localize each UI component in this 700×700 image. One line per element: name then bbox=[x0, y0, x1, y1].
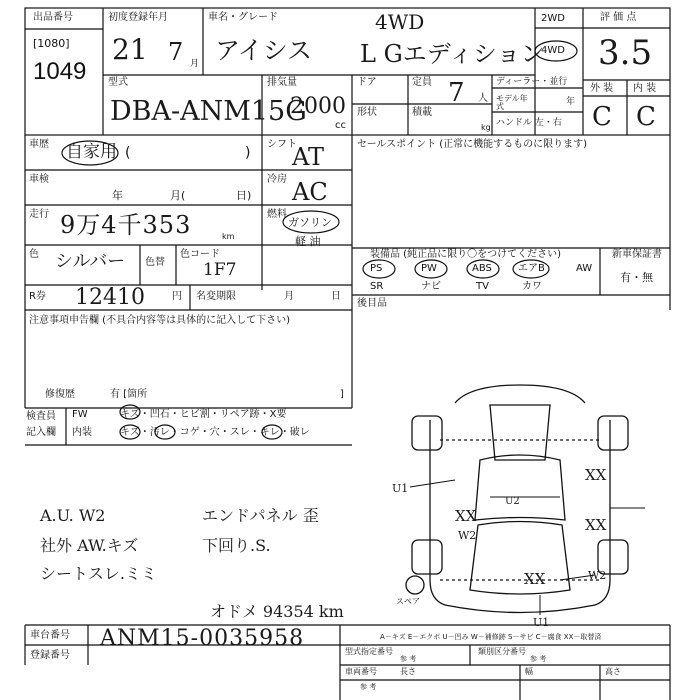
repair-close: ] bbox=[340, 389, 344, 400]
equip-navi: ナビ bbox=[421, 281, 441, 292]
displacement-unit: cc bbox=[335, 120, 346, 131]
first-reg-label: 初度登録年月 bbox=[108, 12, 168, 23]
car-name: アイシス bbox=[215, 36, 313, 65]
dealer-label: ディーラー・並行 bbox=[496, 77, 568, 87]
rating-value: 3.5 bbox=[598, 33, 653, 73]
length-label: 長さ bbox=[400, 667, 416, 676]
capacity-value: 7 bbox=[448, 78, 465, 108]
lot-number: 1049 bbox=[33, 58, 87, 85]
load-label: 積載 bbox=[412, 107, 432, 118]
sales-point-label: セールスポイント (正常に機能するものに限ります) bbox=[357, 139, 588, 150]
class-ref: 参 考 bbox=[530, 655, 547, 663]
shaken-year: 年 bbox=[112, 189, 123, 202]
notes-label: 注意事項申告欄 (不具合内容等は具体的に記入して下さい) bbox=[29, 315, 290, 326]
drive-note: 4WD bbox=[375, 10, 425, 34]
equip-ps: PS bbox=[370, 263, 383, 274]
mark-u1-bottom: U1 bbox=[533, 616, 550, 629]
shaken-month: 月( bbox=[170, 189, 186, 202]
first-reg-month-unit: 月 bbox=[190, 59, 200, 69]
spare-label: スペア bbox=[396, 597, 420, 606]
displacement-label: 排気量 bbox=[267, 77, 297, 88]
door-label: ドア bbox=[357, 77, 377, 88]
color-label: 色 bbox=[29, 249, 39, 260]
private-use: 自家用 bbox=[66, 142, 117, 162]
shift-label: シフト bbox=[267, 139, 297, 150]
repair-value: 有 [箇所 bbox=[110, 389, 148, 400]
mileage-label: 走行 bbox=[29, 209, 49, 220]
fuel-value: ガソリン bbox=[288, 216, 332, 229]
interior-label: 内 装 bbox=[633, 83, 657, 94]
model-year-unit: 年 bbox=[566, 97, 576, 107]
load-unit: kg bbox=[481, 123, 491, 132]
lot-code: [1080] bbox=[33, 37, 70, 50]
equip-pw: PW bbox=[421, 263, 437, 274]
mark-xx-2: XX bbox=[455, 507, 477, 525]
mileage-value: 9万4千353 bbox=[60, 211, 192, 239]
drive-2wd: 2WD bbox=[541, 13, 565, 24]
paren-open: ( bbox=[125, 145, 131, 161]
inspector-label2: 記入欄 bbox=[26, 427, 56, 438]
class-label: 類別区分番号 bbox=[478, 647, 526, 656]
shaken-label: 車検 bbox=[29, 174, 49, 185]
interior-items: キズ・汚レ・コゲ・穴・スレ・キレ・破レ bbox=[120, 427, 310, 438]
exterior-label: 外 装 bbox=[590, 83, 614, 94]
plate-label: 登録番号 bbox=[30, 650, 70, 661]
repair-label: 修復歴 bbox=[45, 389, 75, 400]
note-line4: エンドパネル 歪 bbox=[202, 506, 319, 525]
first-reg-month: 7 bbox=[168, 38, 184, 66]
recycle-unit: 円 bbox=[172, 291, 182, 302]
warranty-label: 新車保証書 bbox=[612, 249, 662, 260]
color-code-label: 色コード bbox=[180, 249, 220, 260]
mark-u2: U2 bbox=[505, 496, 520, 507]
mark-w2-right: W2 bbox=[588, 569, 607, 582]
width-label: 幅 bbox=[525, 667, 533, 676]
recycle-value: 12410 bbox=[75, 285, 145, 310]
fw-items: キズ・凹石・ヒビ割・リペア跡・X要 bbox=[120, 409, 287, 420]
note-line6: オドメ 94354 km bbox=[210, 602, 344, 621]
paren-close: ) bbox=[245, 145, 251, 161]
model-value: DBA-ANM15G bbox=[110, 96, 307, 127]
aircon-value: AC bbox=[292, 178, 328, 206]
seat-label: 後目品 bbox=[357, 298, 387, 309]
name-grade-label: 車名・グレード bbox=[208, 12, 278, 23]
color-value: シルバー bbox=[55, 251, 126, 272]
chassis-value: ANM15-0035958 bbox=[100, 626, 305, 651]
type-label: 型式指定番号 bbox=[345, 647, 393, 656]
note-line1: A.U. W2 bbox=[40, 506, 106, 525]
lot-label: 出品番号 bbox=[33, 12, 73, 23]
tax-day: 日 bbox=[331, 291, 341, 302]
displacement-value: 2000 bbox=[290, 94, 346, 119]
fuel-label: 燃料 bbox=[267, 209, 287, 220]
aircon-label: 冷房 bbox=[267, 174, 287, 185]
mark-xx-4: XX bbox=[524, 570, 546, 588]
inspector-label1: 検査員 bbox=[26, 411, 56, 422]
model-year-label: モデル年式 bbox=[496, 94, 528, 111]
capacity-unit: 人 bbox=[478, 93, 488, 104]
rating-label: 評 価 点 bbox=[600, 12, 637, 23]
equip-aw: AW bbox=[576, 263, 593, 274]
note-line3: シートスレ.ミミ bbox=[40, 564, 157, 583]
tax-label: 名変期限 bbox=[196, 291, 236, 302]
equipment-label: 装備品 (純正品に限り〇をつけてください) bbox=[370, 249, 561, 260]
recycle-label: R券 bbox=[29, 291, 46, 302]
type-ref: 参 考 bbox=[400, 655, 417, 663]
equip-leather: カワ bbox=[522, 281, 542, 292]
equip-airbag: エアB bbox=[518, 263, 545, 274]
interior-grade: C bbox=[636, 102, 656, 132]
fuel-alt: 軽 油 bbox=[295, 235, 321, 248]
chassis-label: 車台番号 bbox=[30, 630, 70, 641]
color-change-label: 色替 bbox=[145, 257, 165, 268]
first-reg-year: 21 bbox=[112, 33, 148, 66]
mileage-unit: km bbox=[222, 232, 235, 241]
note-line2: 社外 AW.キズ bbox=[40, 536, 139, 555]
tax-month: 月 bbox=[284, 291, 294, 302]
fw-label: FW bbox=[72, 409, 88, 420]
mark-u1-left: U1 bbox=[392, 482, 409, 495]
number-ref: 参 考 bbox=[360, 683, 377, 691]
mark-xx-3: XX bbox=[585, 516, 607, 534]
height-label: 高さ bbox=[605, 667, 621, 676]
handle-label: ハンドル 左・右 bbox=[496, 118, 562, 128]
number-label: 車両番号 bbox=[345, 667, 377, 676]
model-label: 型式 bbox=[108, 77, 128, 88]
mark-w2-left: W2 bbox=[458, 529, 477, 542]
note-line5: 下回り.S. bbox=[202, 536, 271, 555]
equip-abs: ABS bbox=[472, 263, 492, 274]
equip-tv: TV bbox=[476, 281, 489, 292]
drive-4wd: 4WD bbox=[541, 45, 565, 56]
grade: L Gエディション bbox=[360, 40, 545, 68]
mark-xx-1: XX bbox=[585, 466, 607, 484]
warranty-value: 有・無 bbox=[620, 271, 653, 284]
shift-value: AT bbox=[292, 143, 325, 171]
shaken-day: 日) bbox=[236, 189, 252, 202]
exterior-grade: C bbox=[592, 102, 612, 132]
capacity-label: 定員 bbox=[412, 77, 432, 88]
color-code-value: 1F7 bbox=[203, 260, 237, 280]
legend: A－キズ E－エクボ U－凹み W－補修跡 S－サビ C－腐食 XX－取替済 bbox=[380, 633, 602, 641]
shape-label: 形状 bbox=[357, 107, 377, 118]
car-history-label: 車歴 bbox=[29, 139, 49, 150]
equip-sr: SR bbox=[370, 281, 384, 292]
interior-insp-label: 内装 bbox=[72, 427, 92, 438]
